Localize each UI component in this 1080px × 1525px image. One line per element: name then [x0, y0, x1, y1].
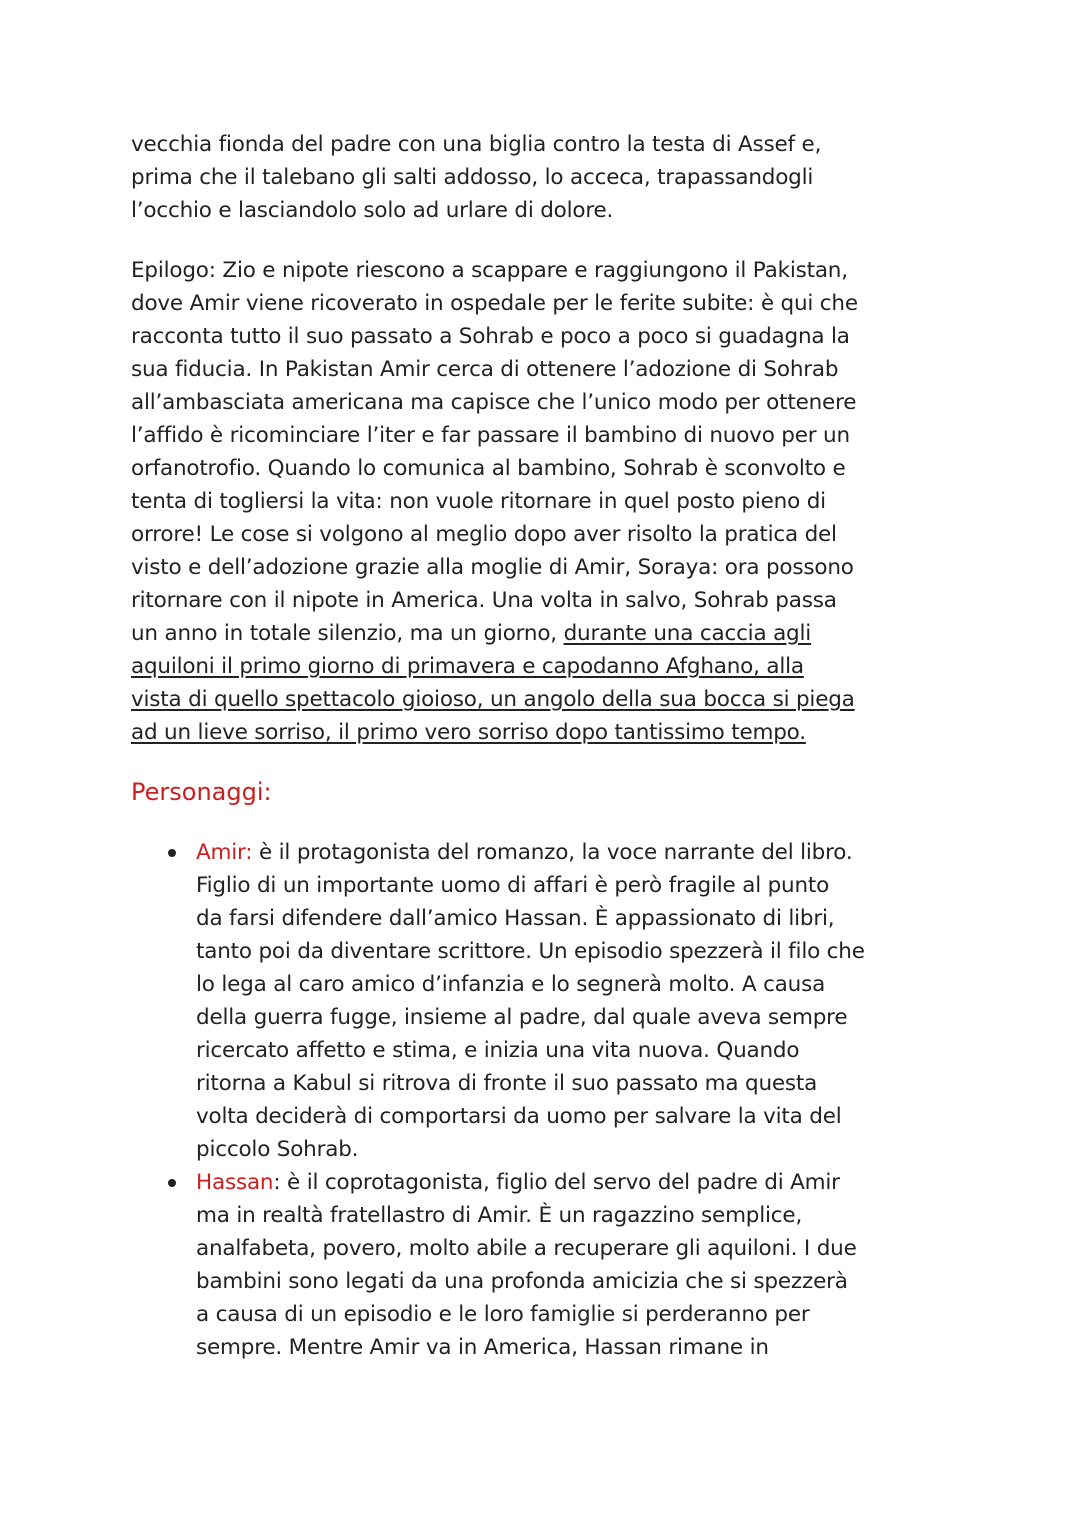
text-segment: ma in realtà fratellastro di Amir. È un ragazzino semplice, — [196, 1203, 803, 1228]
paragraph — [131, 128, 961, 227]
bullet-icon — [168, 1179, 176, 1187]
text-line — [196, 968, 961, 1001]
text-segment: sua fiducia. In Pakistan Amir cerca di ottenere l’adozione di Sohrab — [131, 357, 839, 382]
text-segment: a causa di un episodio e le loro famiglie si perderanno per — [196, 1302, 810, 1327]
section-heading: Personaggi: — [131, 778, 272, 806]
character-name: Amir: — [196, 840, 253, 865]
text-line — [131, 353, 961, 386]
paragraph — [131, 254, 961, 749]
text-segment: bambini sono legati da una profonda amicizia che si spezzerà — [196, 1269, 848, 1294]
character-name: Hassan — [196, 1170, 274, 1195]
list-item — [196, 836, 961, 1166]
text-line — [196, 1166, 961, 1199]
text-segment: ricercato affetto e stima, e inizia una vita nuova. Quando — [196, 1038, 800, 1063]
text-line — [131, 716, 961, 749]
text-segment: piccolo Sohrab. — [196, 1137, 359, 1162]
text-line — [131, 254, 961, 287]
text-line — [196, 1100, 961, 1133]
text-line — [196, 935, 961, 968]
underlined-text: durante una caccia agli — [563, 621, 812, 646]
text-line — [131, 161, 961, 194]
text-line — [131, 584, 961, 617]
text-line — [131, 194, 961, 227]
text-line — [131, 650, 961, 683]
character-list — [196, 836, 961, 1364]
text-segment: un anno in totale silenzio, ma un giorno, — [131, 621, 564, 646]
text-segment: prima che il talebano gli salti addosso, lo acceca, trapassandogli — [131, 165, 814, 190]
document-page — [131, 128, 961, 1364]
underlined-text: vista di quello spettacolo gioioso, un angolo della sua bocca si piega — [131, 687, 855, 712]
text-line — [196, 1298, 961, 1331]
text-line — [131, 419, 961, 452]
text-segment: all’ambasciata americana ma capisce che l’unico modo per ottenere — [131, 390, 857, 415]
text-segment: tanto poi da diventare scrittore. Un episodio spezzerà il filo che — [196, 939, 865, 964]
bullet-icon — [168, 849, 176, 857]
text-segment: Epilogo: Zio e nipote riescono a scappare e raggiungono il Pakistan, — [131, 258, 848, 283]
text-segment: vecchia fionda del padre con una biglia contro la testa di Assef e, — [131, 132, 822, 157]
text-line — [131, 683, 961, 716]
text-segment: Figlio di un importante uomo di affari è però fragile al punto — [196, 873, 830, 898]
text-line — [196, 1133, 961, 1166]
text-segment: racconta tutto il suo passato a Sohrab e poco a poco si guadagna la — [131, 324, 850, 349]
text-segment: tenta di togliersi la vita: non vuole ritornare in quel posto pieno di — [131, 489, 826, 514]
text-line — [196, 836, 961, 869]
text-line — [196, 1001, 961, 1034]
text-segment: orrore! Le cose si volgono al meglio dopo aver risolto la pratica del — [131, 522, 837, 547]
text-line — [131, 128, 961, 161]
text-segment: volta deciderà di comportarsi da uomo per salvare la vita del — [196, 1104, 842, 1129]
text-segment: visto e dell’adozione grazie alla moglie di Amir, Soraya: ora possono — [131, 555, 854, 580]
text-segment: : è il coprotagonista, figlio del servo del padre di Amir — [273, 1170, 840, 1195]
text-line — [196, 1067, 961, 1100]
text-segment: è il protagonista del romanzo, la voce narrante del libro. — [252, 840, 853, 865]
text-line — [196, 1265, 961, 1298]
text-segment: orfanotrofio. Quando lo comunica al bambino, Sohrab è sconvolto e — [131, 456, 846, 481]
text-line — [196, 1331, 961, 1364]
text-segment: analfabeta, povero, molto abile a recuperare gli aquiloni. I due — [196, 1236, 857, 1261]
text-line — [196, 869, 961, 902]
list-item — [196, 1166, 961, 1364]
text-line — [131, 518, 961, 551]
text-line — [131, 452, 961, 485]
text-segment: della guerra fugge, insieme al padre, dal quale aveva sempre — [196, 1005, 848, 1030]
text-segment: ritorna a Kabul si ritrova di fronte il suo passato ma questa — [196, 1071, 818, 1096]
text-segment: da farsi difendere dall’amico Hassan. È appassionato di libri, — [196, 906, 835, 931]
text-line — [196, 1232, 961, 1265]
text-segment: lo lega al caro amico d’infanzia e lo segnerà molto. A causa — [196, 972, 826, 997]
text-segment: l’occhio e lasciandolo solo ad urlare di dolore. — [131, 198, 614, 223]
text-segment: dove Amir viene ricoverato in ospedale per le ferite subite: è qui che — [131, 291, 858, 316]
text-line — [196, 1199, 961, 1232]
underlined-text: aquiloni il primo giorno di primavera e capodanno Afghano, alla — [131, 654, 804, 679]
body-text — [131, 128, 961, 749]
text-line — [131, 386, 961, 419]
text-line — [131, 320, 961, 353]
text-segment: l’affido è ricominciare l’iter e far passare il bambino di nuovo per un — [131, 423, 850, 448]
underlined-text: ad un lieve sorriso, il primo vero sorriso dopo tantissimo tempo. — [131, 720, 806, 745]
text-line — [196, 1034, 961, 1067]
text-line — [196, 902, 961, 935]
text-line — [131, 617, 961, 650]
text-line — [131, 485, 961, 518]
text-segment: ritornare con il nipote in America. Una volta in salvo, Sohrab passa — [131, 588, 837, 613]
text-segment: sempre. Mentre Amir va in America, Hassan rimane in — [196, 1335, 769, 1360]
text-line — [131, 551, 961, 584]
text-line — [131, 287, 961, 320]
